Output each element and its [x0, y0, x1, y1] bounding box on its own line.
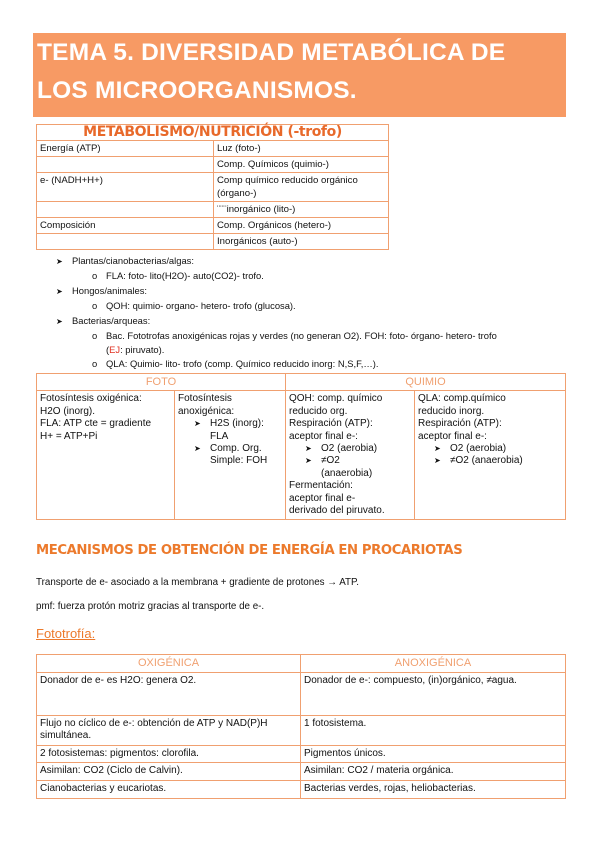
anoxigenica-header: ANOXIGÉNICA [301, 655, 566, 673]
oxigenica-anoxigenica-table [36, 654, 566, 799]
circle-bullet-icon: o [92, 300, 98, 311]
list-item: o QOH: quimio- organo- hetero- trofo (glucosa). [92, 300, 296, 311]
table-cell: Comp. Orgánicos (hetero-) [214, 218, 389, 234]
table-cell: 1 fotosistema. [301, 715, 566, 745]
table-cell [37, 202, 214, 218]
arrow-bullet-icon: ➤ [434, 444, 441, 454]
arrow-bullet-icon: ➤ [56, 287, 63, 296]
table-cell [37, 157, 214, 173]
table-cell: Composición [37, 218, 214, 234]
table-cell: Energía (ATP) [37, 141, 214, 157]
metabolism-table-header: METABOLISMO/NUTRICIÓN (-trofo) [37, 125, 389, 141]
section-title: MECANISMOS DE OBTENCIÓN DE ENERGÍA EN PROCARIOTAS [36, 543, 463, 558]
table-row [37, 672, 566, 715]
table-cell: 2 fotosistemas: pigmentos: clorofila. [37, 745, 301, 763]
arrow-bullet-icon: ➤ [194, 419, 201, 429]
table-cell: Cianobacterias y eucariotas. [37, 780, 301, 798]
table-cell: Flujo no cíclico de e-: obtención de ATP y NAD(P)H simultánea. [37, 715, 301, 745]
table-cell: Asimilan: CO2 / materia orgánica. [301, 763, 566, 781]
table-cell: QOH: comp. químico reducido org. Respiración (ATP): aceptor final e-: ➤ O2 (aerobia) ➤ ≠O2 (anaerobia) Fermentación: aceptor final e- derivado del piruvato. [286, 391, 415, 520]
list-item: o Bac. Fototrofas anoxigénicas rojas y verdes (no generan O2). FOH: foto- órgano- hetero- trofo [92, 330, 497, 341]
table-row [37, 173, 389, 202]
table-cell: Pigmentos únicos. [301, 745, 566, 763]
arrow-bullet-icon: ➤ [56, 257, 63, 266]
foto-header: FOTO [37, 374, 286, 391]
example-tag: EJ [109, 344, 121, 355]
table-row [37, 745, 566, 763]
table-row [37, 763, 566, 781]
arrow-bullet-icon: ➤ [305, 444, 312, 454]
title-banner [33, 33, 566, 117]
quimio-header: QUIMIO [286, 374, 566, 391]
table-cell: Asimilan: CO2 (Ciclo de Calvin). [37, 763, 301, 781]
table-cell [37, 234, 214, 250]
table-row [37, 234, 389, 250]
page-title-line1: TEMA 5. DIVERSIDAD METABÓLICA DE [37, 39, 506, 66]
arrow-bullet-icon: ➤ [434, 456, 441, 466]
circle-bullet-icon: o [92, 358, 98, 369]
table-cell: Fotosíntesis anoxigénica: ➤ H2S (inorg): FLA ➤ Comp. Org. Simple: FOH [175, 391, 286, 520]
table-row [37, 141, 389, 157]
table-cell: ¨¨¨inorgánico (lito-) [214, 202, 389, 218]
table-cell: Inorgánicos (auto-) [214, 234, 389, 250]
list-item: ➤ Plantas/cianobacterias/algas: [56, 255, 194, 266]
table-cell: Fotosíntesis oxigénica: H2O (inorg). FLA: ATP cte = gradiente H+ = ATP+Pi [37, 391, 175, 520]
table-row [37, 157, 389, 173]
list-item-continuation: (EJ: piruvato). [106, 344, 165, 355]
circle-bullet-icon: o [92, 330, 98, 341]
foto-quimio-table [36, 373, 566, 520]
page-title-line2: LOS MICROORGANISMOS. [37, 77, 357, 104]
list-item: o QLA: Quimio- lito- trofo (comp. Químico reducido inorg: N,S,F,…). [92, 358, 379, 369]
table-cell: Donador de e- es H2O: genera O2. [37, 672, 301, 715]
oxigenica-header: OXIGÉNICA [37, 655, 301, 673]
list-item: o FLA: foto- lito(H2O)- auto(CO2)- trofo. [92, 270, 264, 281]
list-item: ➤ Bacterias/arqueas: [56, 315, 151, 326]
table-row [37, 202, 389, 218]
table-cell: Donador de e-: compuesto, (in)orgánico, ≠agua. [301, 672, 566, 715]
table-cell: Comp químico reducido orgánico (órgano-) [214, 173, 389, 202]
metabolism-table [36, 124, 389, 250]
subsection-title: Fototrofía: [36, 626, 96, 641]
arrow-bullet-icon: ➤ [194, 444, 201, 454]
table-cell: e- (NADH+H+) [37, 173, 214, 202]
table-cell: Bacterias verdes, rojas, heliobacterias. [301, 780, 566, 798]
table-row [37, 780, 566, 798]
table-row [37, 715, 566, 745]
table-cell: QLA: comp.químico reducido inorg. Respiración (ATP): aceptor final e-: ➤ O2 (aerobia) ➤ ≠O2 (anaerobia) [415, 391, 566, 520]
table-row [37, 218, 389, 234]
paragraph: Transporte de e- asociado a la membrana + gradiente de protones → ATP. [36, 577, 360, 588]
list-item: ➤ Hongos/animales: [56, 285, 148, 296]
table-cell: Luz (foto-) [214, 141, 389, 157]
paragraph: pmf: fuerza protón motriz gracias al transporte de e-. [36, 601, 265, 612]
circle-bullet-icon: o [92, 270, 98, 281]
table-cell: Comp. Químicos (quimio-) [214, 157, 389, 173]
arrow-bullet-icon: ➤ [305, 456, 312, 466]
arrow-bullet-icon: ➤ [56, 317, 63, 326]
